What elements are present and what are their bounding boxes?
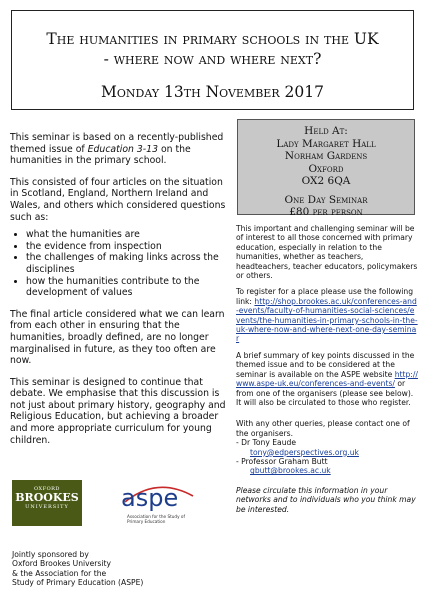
- articles-paragraph: This consisted of four articles on the situation in Scotland, England, Northern Ireland and Wales, and others which considered questions such as:: [10, 176, 226, 223]
- right-column: [236, 224, 418, 521]
- venue-line-4: OX2 6QA: [301, 175, 351, 187]
- sponsor-line-1: Jointly sponsored by: [12, 550, 89, 559]
- register-paragraph: [236, 287, 418, 343]
- aspe-website-link[interactable]: http://www.aspe-uk.eu/conferences-and-events/: [236, 369, 418, 389]
- logos-area: [12, 480, 227, 540]
- intro-text-a: This seminar is based on a recently-published themed issue of: [10, 132, 224, 155]
- seminar-purpose-paragraph: This seminar is designed to continue that debate. We emphasise that this discussion is not just about primary history, geography and Religious Education, but achieving a broader and more appropriate curriculum for young children.: [10, 376, 226, 446]
- summary-text-a: A brief summary of key points discussed in the themed issue and to be considered at the seminar is available on the ASPE website: [236, 350, 415, 379]
- journal-title: Education 3-13: [87, 143, 158, 155]
- list-item: • the evidence from inspection: [26, 241, 228, 253]
- register-text: To register for a place please use the following link:: [236, 287, 414, 306]
- event-date: Monday 13th November 2017: [101, 83, 324, 101]
- intro-text-b: on the humanities in the primary school.: [10, 143, 191, 167]
- venue-line-2: Norham Gardens: [284, 150, 368, 162]
- price-label: £80 per person: [289, 206, 363, 218]
- oxford-brookes-logo: [12, 480, 82, 526]
- summary-paragraph: [236, 351, 418, 407]
- title-box: [11, 10, 414, 110]
- aspe-subtitle: Association for the Study of Primary Education: [127, 514, 185, 524]
- sponsor-line-4: Study of Primary Education (ASPE): [12, 577, 144, 587]
- queries-paragraph: With any other queries, please contact one of the organisers.: [236, 419, 410, 438]
- final-article-paragraph: The final article considered what we can learn from each other in ensuring that the humanities, broadly defined, are no longer marginalised in future, as they too often are now.: [10, 308, 225, 367]
- held-at-label: Held At:: [304, 125, 348, 137]
- title-line-1: The humanities in primary schools in the UK: [46, 30, 379, 48]
- sponsor-line-2: Oxford Brookes University: [12, 559, 111, 569]
- seminar-label: One Day Seminar: [284, 193, 368, 206]
- venue-box: [237, 119, 415, 218]
- contact-1-email-link[interactable]: tony@edperspectives.org.uk: [250, 447, 359, 457]
- contact-1-email-row: [236, 448, 418, 457]
- left-column: [10, 132, 228, 456]
- brookes-logo-top: OXFORD: [34, 486, 60, 492]
- venue-line-3: Oxford: [308, 162, 344, 175]
- list-item: • the challenges of making links across the disciplines: [26, 252, 228, 275]
- title-line-2: - where now and where next?: [103, 50, 322, 68]
- brookes-logo-main: BROOKES: [15, 491, 79, 504]
- sponsor-line-3: & the Association for the: [12, 568, 107, 578]
- register-link[interactable]: http://shop.brookes.ac.uk/conferences-and-events/faculty-of-humanities-social-sciences/events/the-humanities-in-primary-schools-in-the-uk-where-now-and-where-next-one-day-seminar: [236, 296, 418, 344]
- venue-line-1: Lady Margaret Hall: [276, 137, 376, 150]
- contact-2-email-link[interactable]: gbutt@brookes.ac.uk: [250, 466, 331, 476]
- list-item: • how the humanities contribute to the development of values: [26, 276, 228, 299]
- circulate-paragraph: Please circulate this information in your networks and to individuals who you think may be interested.: [236, 485, 416, 514]
- contact-2-email-row: [236, 466, 418, 475]
- list-item: • what the humanities are: [26, 229, 228, 241]
- contact-2-name: - Professor Graham Butt: [236, 456, 328, 466]
- brookes-logo-bottom: UNIVERSITY: [25, 504, 69, 510]
- aspe-logo: [117, 482, 197, 528]
- question-list: [10, 229, 228, 299]
- contact-1-name: - Dr Tony Eaude: [236, 438, 297, 448]
- audience-paragraph: This important and challenging seminar will be of interest to all those concerned with primary education, especially in relation to the humanities, whether as teachers, headteachers, teacher educators, policymakers or others.: [236, 224, 418, 281]
- intro-paragraph: [10, 132, 228, 167]
- sponsor-note: [12, 550, 227, 587]
- summary-text-b: or from one of the organisers (please see below). It will also be circulated to those who register.: [236, 379, 414, 407]
- aspe-wordmark: aspe: [121, 484, 179, 512]
